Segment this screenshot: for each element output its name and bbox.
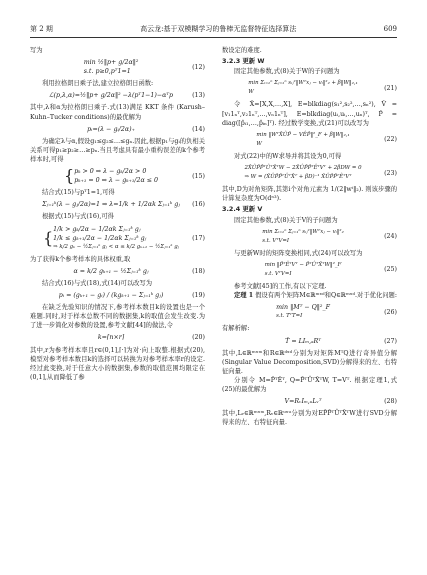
equation-number: (19) (192, 292, 205, 300)
equation-23: 2X̂ÛP̂P̂ᵀÛᵀX̂ᵀW − 2X̂ÛP̂P̂ᵀÊᵀVᵀ + 2βDW = 0 ⇒ W = (X̂ÛP̂P̂ᵀÛᵀX̂ᵀ + βD)⁻¹ X̂ÛP̂P̂ᵀÊᵀVᵀ (23) (244, 165, 397, 181)
paragraph: 令 X̂=[X,X,…,X], E=blkdiag(s₁²,s₂²,…,sₙ²), V̂ = [v₁1ₙᵀ,v₂1ₙᵀ,…,vₙ1ₙᵀ], E=blkdiag(uᵢ,uᵢ,…,uₙ)ᵀ, P̂ = diag([p̂ᵢ₁,…,p̂ᵢₙ]ᵀ). 经过数学变换,式(21)可以改写为 (222, 101, 397, 127)
paragraph: 与更新W时的矩阵变换相同,式(24)可以改写为 (234, 249, 363, 257)
paragraph: 利用拉格朗日乘子法,建立拉格朗日函数: (42, 80, 154, 88)
paragraph: 结合式(15)与pᵀ1=1,可得 (42, 189, 115, 197)
paragraph: 其中,D为对角矩阵,其第i个对角元素为 1/(2‖wⁱ‖₂). 则该步骤的计算复杂度为O(dⁿ³). (222, 186, 397, 203)
equation-number: (20) (192, 334, 205, 342)
equation-28: V=RᵥIₘ,ᵤLᵥᵀ (28) (284, 398, 397, 406)
equation-20: k=⌈n×r⌉ (20) (97, 334, 205, 342)
paragraph: 分别令 M=P̂ᵀÊᵀ, Q=P̂ᵀÛᵀX̂ᵀW, T=Vᵀ. 根据定理1,式(25)的最优解为 (222, 376, 397, 393)
equation-13: ℒ(p,λ,α)=½‖p+ g/2α‖² −λ(pᵀ1−1)−αᵀp (13) (49, 92, 205, 100)
equation-number: (28) (384, 398, 397, 406)
running-title: 高云龙:基于双模糊学习的鲁棒无监督特征选择算法 (140, 25, 297, 33)
theorem-label: 定理 1 (234, 292, 254, 300)
equation-number: (26) (384, 308, 397, 316)
equation-26: min ‖Mᵀ − Q‖²_F s.t. TᵀT=I (26) (276, 304, 397, 320)
equation-number: (24) (384, 233, 397, 241)
equation-27: T̂ = LIₘ,ₐRᵀ (27) (285, 337, 397, 345)
equation-number: (23) (384, 169, 397, 177)
equation-number: (15) (192, 172, 205, 180)
equation-number: (13) (192, 92, 205, 100)
equation-15: { pₖ > 0 ⇒ λ − gₖ/2α > 0 pₖ₊₁ = 0 ⇒ λ − gₖ₊₁/2α ≤ 0 (15) (64, 166, 205, 186)
equation-number: (12) (192, 63, 205, 71)
paragraph: 结合式(16)与式(18),式(14)可以改写为 (42, 279, 153, 287)
left-column (30, 46, 205, 382)
paragraph: 在缺乏先验知识的情况下,参考样本数目k的设置也是一个难题.同时,对于样本总数不同的数据集,k的取值会发生改变.为了进一步简化对参数的设置,参考文献[44]的做法,令 (30, 304, 205, 330)
paragraph: 其中,L∈ℝᵐˣᵐ和R∈ℝᵈˣᵈ分别为对矩阵MᵀQ进行奇异值分解(Singular Value Decomposition,SVD)分解得来的左、右特征向量. (222, 349, 397, 375)
page-header (30, 22, 397, 36)
equation-number: (18) (192, 267, 205, 275)
equation-14: pᵢ=(λ − gᵢ/2α)₊ (14) (87, 125, 205, 133)
right-column (222, 46, 397, 427)
equation-25: min ‖P̂ᵀÊᵀVᵀ − P̂ᵀÛᵀX̂ᵀW‖²_F s.t. VᵀV=I (25) (264, 261, 397, 277)
paragraph: 其中,Lᵥ∈ℝᵐˣᵐ,Rᵥ∈ℝᵘˣᵘ分别为对EP̂P̂ᵀÛᵀX̂ᵀW进行SVD分解得来的左、右特征向量. (222, 410, 397, 427)
paragraph: 根据式(15)与式(16),可得 (42, 213, 114, 221)
equation-number: (25) (384, 266, 397, 274)
theorem (222, 291, 397, 300)
paragraph: 为确定λ与α,假设g₁≤g₂≤…≤gₙ.因此,根据p₁与gᵢ的负相关关系可得p₁≥p₂≥…≥pₙ.当且考虑具有最小重构误差的k个参考样本时,可得 (30, 137, 205, 163)
equation-number: (14) (192, 125, 205, 133)
equation-12: min ½‖p+ g/2α‖² s.t. p≥0,pᵀ1=1 (12) (83, 59, 205, 76)
equation-16: Σⱼ₌₁ᵏ(λ − gⱼ/2α)=1 ⇒ λ=1/k + 1/2αk Σⱼ₌₁ᵏ gⱼ (16) (42, 201, 205, 209)
paragraph: 固定其他参数,式(8)关于V的子问题为 (234, 216, 338, 224)
equation-22: min ‖WᵀX̂ÛP̂ − VÊP̂‖²_F + β‖W‖₂,₁ W (22) (256, 131, 397, 147)
equation-19: pᵢ = (gₖ₊₁ − gᵢ) / (kgₖ₊₁ − Σⱼ₌₁ᵏ gⱼ) (19) (58, 292, 205, 300)
equation-18: α = k/2 gₖ₊₁ − ½Σⱼ₌₁ᵏ gⱼ (18) (73, 267, 205, 275)
paragraph: 对式(22)中的W求导并将其设为0,可得 (234, 152, 342, 160)
theorem-text: 假设有两个矩阵M∈ℝᵐˣᵈ和Q∈ℝᵐˣᵈ.对于优化问题: (255, 292, 397, 300)
equation-number: (22) (384, 136, 397, 144)
header-rule (30, 37, 397, 38)
equation-number: (16) (192, 201, 205, 209)
paragraph: 有解析解: (222, 325, 250, 333)
equation-21: min Σᵢ₌₁ⁿ Σⱼ₌₁ⁿ sᵢⱼ²‖Wᵀxⱼ − vᵢ‖²₂ + β‖W‖₂,₁ W (21) (248, 80, 397, 96)
equation-number: (17) (192, 234, 205, 242)
journal-issue: 第 2 期 (30, 25, 53, 33)
section-heading: 3.2.4 更新 V (222, 205, 263, 214)
paragraph: 为了获得k个参考样本的具体权重,取 (30, 255, 131, 263)
paragraph: 固定其他参数,式(8)关于W的子问题为 (234, 68, 340, 76)
paragraph: 参考文献[45]的工作,有以下定理. (234, 283, 327, 291)
equation-17: { 1/k > gₖ/2α − 1/2αk Σⱼ₌₁ᵏ gⱼ 1/k ≤ gₖ₊₁/2α − 1/2αk Σⱼ₌₁ᵏ gⱼ ⇒ k/2 gₖ − ½Σⱼ₌₁ᵏ gⱼ < α ≤ k/2 gₖ₊₁ − ½Σⱼ₌₁ᵏ gⱼ (17) (42, 225, 205, 250)
paragraph: 其中,λ和α为拉格朗日乘子.式(13)满足 KKT 条件 (Karush–Kuhn–Tucker conditions)的最优解为 (30, 104, 205, 121)
paragraph: 写为 (30, 47, 43, 54)
section-heading: 3.2.3 更新 W (222, 57, 265, 66)
equation-number: (21) (384, 84, 397, 92)
paragraph: 数设定的难度. (222, 47, 262, 54)
paragraph: 其中,r为参考样本率且r∈(0,1],⌈·⌉为对·向上取整.根据式(20),模型对参考样本数目k的选择可以转换为对参考样本率r的设定.经过此变换,对于任意大小的数据集,参数的取值范围均限定在(0,1],从而降低了参 (30, 346, 205, 381)
page-number: 609 (383, 25, 397, 33)
equation-number: (27) (384, 337, 397, 345)
equation-24: min Σᵢ₌₁ⁿ Σⱼ₌₁ⁿ sᵢⱼ²‖Wᵀxⱼ − vᵢ‖²₂ s.t. VᵀV=I (24) (262, 228, 397, 244)
